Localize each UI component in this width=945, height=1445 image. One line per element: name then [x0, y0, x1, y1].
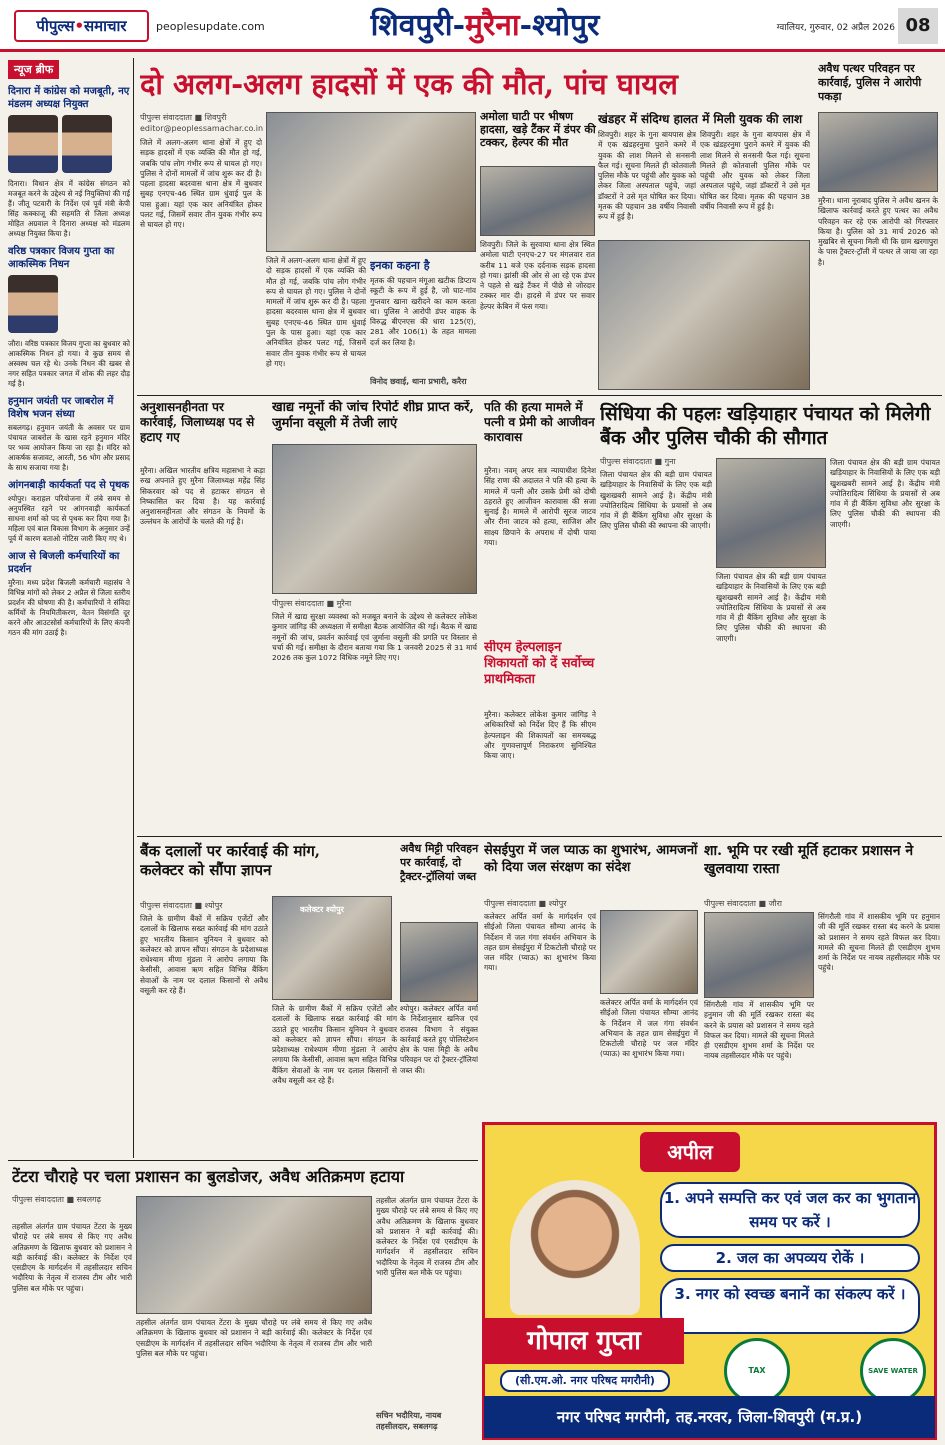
water-headline[interactable]: सेसईपुरा में जल प्याऊ का शुभारंभ, आमजनों को दिया जल संरक्षण का संदेश	[484, 843, 698, 875]
govt-photo	[704, 912, 814, 998]
brief-head-2[interactable]: वरिष्ठ पत्रकार विजय गुप्ता का आकस्मिक निधन	[8, 246, 115, 270]
tentra-body-cont2: तहसील अंतर्गत ग्राम पंचायत टेंटरा के मुख्य चौराहे पर लंबे समय से किए गए अवैध अतिक्रमण के खिलाफ बुधवार को प्रशासन ने बड़ी कार्रवाई की। कलेक्टर के निर्देश एवं एसडीएम के मार्गदर्शन में तहसीलदार सचिन भदौरिया के नेतृत्व में राजस्व टीम और भारी पुलिस बल मौके पर पहुंचा।	[376, 1196, 478, 1278]
avatar	[8, 115, 58, 173]
murder-headline[interactable]: पति की हत्या मामले में पत्नी व प्रेमी को आजीवन कारावास	[484, 400, 595, 444]
scindia-body-cont2: जिला पंचायत क्षेत्र की बड़ी ग्राम पंचायत खड़ियाहार के निवासियों के लिए एक बड़ी खुशखबरी सामने आई है। केंद्रीय मंत्री ज्योतिरादित्य सिंधिया के प्रयासों से अब गांव में ही बैंकिंग सुविधा और सुरक्षा के लिए पुलिस चौकी की स्थापना की जाएगी।	[830, 458, 940, 529]
brief-tag: न्यूज ब्रीफ	[8, 60, 59, 79]
news-brief-column	[8, 58, 130, 1158]
water-byline: पीपुल्स संवाददाता ■ श्योपुर	[484, 899, 567, 908]
lead-email[interactable]: editor@peoplessamachar.co.in	[140, 124, 264, 133]
avatar	[8, 275, 58, 333]
govt-body: सिंगरौली गांव में शासकीय भूमि पर हनुमान जी की मूर्ति रखकर रास्ता बंद करने के प्रयास को प्रशासन ने समय रहते विफल कर दिया। मामले की सूचना मिलते ही एसडीएम शुभम शर्मा के निर्देश पर नायब तहसीलदार मौके पर पहुंचे।	[704, 1000, 814, 1061]
scindia-body-cont: जिला पंचायत क्षेत्र की बड़ी ग्राम पंचायत खड़ियाहार के निवासियों के लिए एक बड़ी खुशखबरी सामने आई है। केंद्रीय मंत्री ज्योतिरादित्य सिंधिया के प्रयासों से अब गांव में ही बैंकिंग सुविधा और सुरक्षा के लिए पुलिस चौकी की स्थापना की जाएगी।	[716, 572, 826, 643]
food-headline[interactable]: खाद्य नमूनों की जांच रिपोर्ट शीघ्र प्राप्त करें, जुर्माना वसूली में तेजी लाएं	[272, 400, 474, 431]
tentra-body: तहसील अंतर्गत ग्राम पंचायत टेंटरा के मुख्य चौराहे पर लंबे समय से किए गए अवैध अतिक्रमण के खिलाफ बुधवार को प्रशासन ने बड़ी कार्रवाई की। कलेक्टर के निर्देश एवं एसडीएम के मार्गदर्शन में तहसीलदार सचिन भदौरिया के नेतृत्व में राजस्व टीम और भारी पुलिस बल मौके पर पहुंचा।	[12, 1222, 132, 1293]
brief-text-2: जौरा। वरिष्ठ पत्रकार विजय गुप्ता का बुधवार को आकस्मिक निधन हो गया। वे कुछ समय से अस्वस्थ चल रहे थे। उनके निधन की खबर से नगर सहित पत्रकार जगत में शोक की लहर दौड़ गई है।	[8, 339, 130, 388]
food-byline: पीपुल्स संवाददाता ■ मुरैना	[272, 599, 352, 608]
lead-body: जिले में अलग-अलग थाना क्षेत्रों में हुए दो सड़क हादसों में एक व्यक्ति की मौत हो गई, जबकि पांच लोग गंभीर रूप से घायल हो गए। पुलिस ने दोनों मामलों में जांच शुरू कर दी है। पहला हादसा बदरवास थाना क्षेत्र में बुधवार सुबह एनएच-46 स्थित ग्राम धुंवाई पुल के पास हुआ। यहां एक कार अनियंत्रित होकर पलट गई, जिसमें सवार तीन युवक गंभीर रूप से घायल हो गए।	[140, 138, 262, 230]
amola-photo	[480, 166, 595, 236]
food-body: जिले में खाद्य सुरक्षा व्यवस्था को मजबूत बनाने के उद्देश्य से कलेक्टर लोकेश कुमार जांगिड़ की अध्यक्षता में समीक्षा बैठक आयोजित की गई। बैठक में खाद्य नमूनों की जांच, प्रवर्तन कार्रवाई एवं जुर्माना वसूली की प्रगति पर विस्तार से चर्चा की गई। समीक्षा के दौरान बताया गया कि 1 जनवरी 2025 से 31 मार्च 2026 तक कुल 1072 विधिक नमूने लिए गए।	[272, 612, 477, 663]
water-photo	[600, 910, 698, 994]
ad-title: अपील	[640, 1132, 740, 1172]
dm-headline[interactable]: अनुशासनहीनता पर कार्रवाई, जिलाध्यक्ष पद से हटाए गए	[140, 400, 255, 444]
edition-title: शिवपुरी-मुरैना-श्योपुर	[370, 8, 600, 43]
cm-headline[interactable]: सीएम हेल्पलाइन शिकायतों को दें सर्वोच्च प्राथमिकता	[484, 640, 595, 687]
brief-text-1: दिनारा। विधान क्षेत्र में कांग्रेस संगठन को मजबूत करने के उद्देश्य से नई नियुक्तियां की गई हैं। जीतू पटवारी के निर्देश एवं पूर्व मंत्री केपी सिंह कक्काजू की सहमति से जिला अध्यक्ष मोहित अग्रवाल ने दिनारा अध्यक्ष को मंडलम अध्यक्ष नियुक्त किया है।	[8, 179, 130, 238]
mining-photo	[818, 112, 938, 192]
govt-byline: पीपुल्स संवाददाता ■ जौरा	[704, 899, 782, 908]
bulldozer-photo	[136, 1196, 372, 1314]
khandhar-body: शिवपुरी। शहर के गुना बायपास क्षेत्र में एक खंडहरनुमा पुराने कमरे में युवक की लाश मिलने से सनसनी फैल गई। सूचना मिलते ही कोतवाली पुलिस मौके पर पहुंची और युवक को लेकर जिला अस्पताल पहुंचे, जहां डॉक्टरों ने उसे मृत घोषित कर दिया। मृतक की पहचान 38 वर्षीय निवासी रूप में हुई है।	[598, 130, 696, 222]
lead-headline[interactable]: दो अलग-अलग हादसों में एक की मौत, पांच घायल	[140, 67, 678, 101]
bank-headline[interactable]: बैंक दलालों पर कार्रवाई की मांग, कलेक्टर को सौंपा ज्ञापन	[140, 842, 320, 879]
brief-head-5[interactable]: आज से बिजली कर्मचारियों का प्रदर्शन	[8, 551, 120, 575]
tentra-headline[interactable]: टेंटरा चौराहे पर चला प्रशासन का बुलडोजर, अवैध अतिक्रमण हटाया	[12, 1167, 405, 1186]
lead-byline: पीपुल्स संवाददाता ■ शिवपुरी	[140, 113, 227, 122]
page-number: 08	[898, 8, 938, 44]
lead-body-cont: जिले में अलग-अलग थाना क्षेत्रों में हुए दो सड़क हादसों में एक व्यक्ति की मौत हो गई, जबकि पांच लोग गंभीर रूप से घायल हो गए। पुलिस ने दोनों मामलों में जांच शुरू कर दी है। पहला हादसा बदरवास थाना क्षेत्र में बुधवार सुबह एनएच-46 स्थित ग्राम धुंवाई पुल के पास हुआ। यहां एक कार अनियंत्रित होकर पलट गई, जिसमें सवार तीन युवक गंभीर रूप से घायल हो गए।	[266, 256, 366, 368]
section-divider	[8, 1160, 478, 1161]
cmo-portrait	[510, 1180, 640, 1315]
bank-photo-sign: कलेक्टर श्योपुर	[300, 905, 344, 914]
water-body: कलेक्टर अर्पित वर्मा के मार्गदर्शन एवं सीईओ जिला पंचायत सौम्या आनंद के निर्देशन में जल गंगा संवर्धन अभियान के तहत ग्राम सेसईपुरा में टिकटोली चौराहे पर जल मंदिर (प्याऊ) का शुभारंभ किया गया।	[484, 912, 596, 973]
soil-body: श्योपुर। कलेक्टर अर्पित वर्मा के निर्देशानुसार खनिज एवं राजस्व विभाग ने संयुक्त कार्रवाई करते हुए पोलिस्टेशन क्षेत्र के पास मिट्टी के अवैध परिवहन पर दो ट्रैक्टर-ट्रॉलियां जब्त की।	[400, 1004, 478, 1075]
avatar	[62, 115, 112, 173]
brief-head-1[interactable]: दिनारा में कांग्रेस को मजबूती, नए मंडलम अध्यक्ष नियुक्त	[8, 86, 130, 110]
water-body-cont: कलेक्टर अर्पित वर्मा के मार्गदर्शन एवं सीईओ जिला पंचायत सौम्या आनंद के निर्देशन में जल गंगा संवर्धन अभियान के तहत ग्राम सेसईपुरा में टिकटोली चौराहे पर जल मंदिर (प्याऊ) का शुभारंभ किया गया।	[600, 998, 698, 1059]
soil-photo	[400, 922, 478, 1002]
amola-body: शिवपुरी। जिले के सुरवाया थाना क्षेत्र स्थित अमोला घाटी एनएच-27 पर मंगलवार रात करीब 11 बजे एक दर्दनाक सड़क हादसा हो गया। झांसी की ओर से आ रहे एक डंपर ने पहले से खड़े टैंकर में पीछे से जोरदार टक्कर मार दी। हादसे में डंपर पर सवार हेल्पर केबिन में फंस गया।	[480, 240, 595, 311]
scindia-body: जिला पंचायत क्षेत्र की बड़ी ग्राम पंचायत खड़ियाहार के निवासियों के लिए एक बड़ी खुशखबरी सामने आई है। केंद्रीय मंत्री ज्योतिरादित्य सिंधिया के प्रयासों से अब गांव में ही बैंकिंग सुविधा और सुरक्षा के लिए पुलिस चौकी की स्थापना की जाएगी।	[600, 470, 712, 531]
save-water-icon: SAVE WATER	[860, 1338, 926, 1404]
ad-name: गोपाल गुप्ता	[484, 1318, 684, 1364]
murder-body: मुरैना। नवम् अपर सत्र न्यायाधीश दिनेश सिंह राणा की अदालत ने पति की हत्या के मामले में पत्नी और उसके प्रेमी को दोषी ठहराते हुए आजीवन कारावास की सजा सुनाई है। मामले में आरोपी सूरज जाटव और रीना जाटव को हत्या, साजिश और साक्ष्य छिपाने के अपराध में दोषी पाया गया।	[484, 466, 596, 548]
quote-byline: विनोद छवाई, थाना प्रभारी, करैरा	[370, 377, 467, 386]
brief-text-4: श्योपुर। कराहल परियोजना में लंबे समय से अनुपस्थित रहने पर आंगनवाड़ी कार्यकर्ता साधना शर्मा को पद से पृथक कर दिया गया है। महिला एवं बाल विकास विभाग के अनुसार उन्हें पूर्व में कारण बताओ नोटिस जारी किए गए थे।	[8, 494, 130, 543]
ad-line-1: 1. अपने सम्पत्ति कर एवं जल कर का भुगतान समय पर करें ।	[660, 1182, 920, 1238]
amola-headline[interactable]: अमोला घाटी पर भीषण हादसा, खड़े टैंकर में डंपर की टक्कर, हेल्पर की मौत	[480, 110, 596, 149]
quote-head: इनका कहना है	[370, 259, 430, 272]
brand-logo[interactable]: पीपुल्स•समाचार	[14, 10, 149, 42]
brief-head-3[interactable]: हनुमान जयंती पर जाबरोल में विशेष भजन संध्या	[8, 396, 114, 420]
food-meeting-photo	[272, 444, 477, 594]
brief-text-5: मुरैना। मध्य प्रदेश बिजली कर्मचारी महासंघ ने विभिन्न मांगों को लेकर 2 अप्रैल से जिला स्तरीय प्रदर्शन की घोषणा की है। कर्मचारियों ने संविदा कर्मियों के नियमितीकरण, वेतन विसंगति दूर करने और आउटसोर्स कर्मचारियों के लिए कंपनी गठन की मांग उठाई है।	[8, 578, 130, 637]
quote-body: मृतक की पहचान मंगूआ खटीक डिप्टाय स्कूटी के रूप में हुई है, जो घाट-गांव गुप्तवार खाना खरीदने का काम करता था। पुलिस ने आरोपी डंपर वाहक के विरुद्ध बीएनएस की धारा 125(ए), 281 और 106(1) के तहत मामला दर्ज कर लिया है।	[370, 276, 476, 347]
dm-body: मुरैना। अखिल भारतीय क्षत्रिय महासभा ने कड़ा रुख अपनाते हुए मुरैना जिलाध्यक्ष महेंद्र सिंह सिकरवार को पद से हटाकर संगठन से निष्कासित कर दिया है। यह कार्रवाई अनुशासनहीनता और संगठन के नियमों के उल्लंघन के आरोपों के चलते की गई है।	[140, 466, 265, 527]
khandhar-headline[interactable]: खंडहर में संदिग्ध हालत में मिली युवक की लाश	[598, 112, 803, 126]
scindia-photo	[716, 458, 826, 568]
tentra-sign: सचिन भदौरिया, नायब तहसीलदार, सबलगढ़	[376, 1411, 442, 1431]
scindia-headline[interactable]: सिंधिया की पहलः खड़ियाहार पंचायत को मिलेगी बैंक और पुलिस चौकी की सौगात	[600, 403, 931, 449]
mining-body: मुरैना। थाना नूराबाद पुलिस ने अवैध खनन के खिलाफ कार्रवाई करते हुए पत्थर का अवैध परिवहन कर रहे एक आरोपी को गिरफ्तार किया है। पुलिस को 31 मार्च 2026 को मुखबिर से सूचना मिली थी कि ग्राम खरगापुरा के पास ट्रैक्टर-ट्रॉली में पत्थर ले जाया जा रहा है।	[818, 196, 938, 267]
bank-body-cont: जिले के ग्रामीण बैंकों में सक्रिय एजेंटों और दलालों के खिलाफ सख्त कार्रवाई की मांग उठाते हुए भारतीय किसान यूनियन ने बुधवार को कलेक्टर को ज्ञापन सौंपा। संगठन के प्रदेशाध्यक्ष राधेश्याम मीणा मुंडला ने आरोप लगाया कि केसीसी, आवास ऋण सहित विभिन्न बैंकिंग सेवाओं के नाम पर दलाल किसानों से अवैध वसूली कर रहे हैं।	[272, 1004, 397, 1086]
ad-role: (सी.एम.ओ. नगर परिषद मगरौनी)	[500, 1370, 670, 1392]
ad-line-3: 3. नगर को स्वच्छ बनानें का संकल्प करें ।	[660, 1278, 920, 1334]
dateline: ग्वालियर, गुरुवार, 02 अप्रैल 2026	[776, 23, 895, 33]
govt-body-cont: सिंगरौली गांव में शासकीय भूमि पर हनुमान जी की मूर्ति रखकर रास्ता बंद करने के प्रयास को प्रशासन ने समय रहते विफल कर दिया। मामले की सूचना मिलते ही एसडीएम शुभम शर्मा के निर्देश पर नायब तहसीलदार मौके पर पहुंचे।	[818, 912, 940, 973]
soil-headline[interactable]: अवैध मिट्टी परिवहन पर कार्रवाई, दो ट्रैक्टर-ट्रॉलियां जब्त	[400, 842, 479, 883]
brief-text-3: सबलगढ़। हनुमान जयंती के अवसर पर ग्राम पंचायत जाबरोल के खास रहने हनुमान मंदिर पर भव्य आयोजन किया जा रहा है। मंदिर को आकर्षक सजावट, आरती, 56 भोग और प्रसाद के साथ सजाया गया है।	[8, 423, 130, 472]
ad-line-2: 2. जल का अपव्यय रोकें ।	[660, 1244, 920, 1272]
ad-footer: नगर परिषद मगरौनी, तह.नरवर, जिला-शिवपुरी (म.प्र.)	[484, 1396, 935, 1438]
scindia-byline: पीपुल्स संवाददाता ■ गुना	[600, 457, 676, 466]
khandhar-photo	[598, 240, 810, 390]
tax-house-icon: TAX	[724, 1338, 790, 1404]
cm-body: मुरैना। कलेक्टर लोकेश कुमार जांगिड़ ने अधिकारियों को निर्देश दिए हैं कि सीएम हेल्पलाइन की शिकायतों का समयबद्ध और गुणवत्तापूर्ण निराकरण सुनिश्चित किया जाए।	[484, 710, 596, 761]
bank-body: जिले के ग्रामीण बैंकों में सक्रिय एजेंटों और दलालों के खिलाफ सख्त कार्रवाई की मांग उठाते हुए भारतीय किसान यूनियन ने बुधवार को कलेक्टर को ज्ञापन सौंपा। संगठन के प्रदेशाध्यक्ष राधेश्याम मीणा मुंडला ने आरोप लगाया कि केसीसी, आवास ऋण सहित विभिन्न बैंकिंग सेवाओं के नाम पर दलाल किसानों से अवैध वसूली कर रहे हैं।	[140, 914, 268, 996]
tentra-byline: पीपुल्स संवाददाता ■ सबलगढ़	[12, 1195, 101, 1204]
govt-headline[interactable]: शा. भूमि पर रखी मूर्ति हटाकर प्रशासन ने खुलवाया रास्ता	[704, 843, 914, 877]
tentra-body-cont: तहसील अंतर्गत ग्राम पंचायत टेंटरा के मुख्य चौराहे पर लंबे समय से किए गए अवैध अतिक्रमण के खिलाफ बुधवार को प्रशासन ने बड़ी कार्रवाई की। कलेक्टर के निर्देश एवं एसडीएम के मार्गदर्शन में तहसीलदार सचिन भदौरिया के नेतृत्व में राजस्व टीम और भारी पुलिस बल मौके पर पहुंचा।	[136, 1318, 372, 1358]
khandhar-body-cont: शिवपुरी। शहर के गुना बायपास क्षेत्र में एक खंडहरनुमा पुराने कमरे में युवक की लाश मिलने से सनसनी फैल गई। सूचना मिलते ही कोतवाली पुलिस मौके पर पहुंची और युवक को लेकर जिला अस्पताल पहुंचे, जहां डॉक्टरों ने उसे मृत घोषित कर दिया। मृतक की पहचान 38 वर्षीय निवासी रूप में हुई है।	[700, 130, 810, 212]
brief-head-4[interactable]: आंगनबाड़ी कार्यकर्ता पद से पृथक	[8, 480, 130, 491]
section-divider	[137, 836, 942, 837]
site-url[interactable]: peoplesupdate.com	[156, 20, 265, 33]
column-divider	[133, 58, 134, 1158]
mining-headline[interactable]: अवैध पत्थर परिवहन पर कार्रवाई, पुलिस ने आरोपी पकड़ा	[818, 62, 922, 103]
section-divider	[137, 395, 942, 396]
bank-byline: पीपुल्स संवाददाता ■ श्योपुर	[140, 901, 223, 910]
accident-car-photo	[266, 112, 476, 252]
